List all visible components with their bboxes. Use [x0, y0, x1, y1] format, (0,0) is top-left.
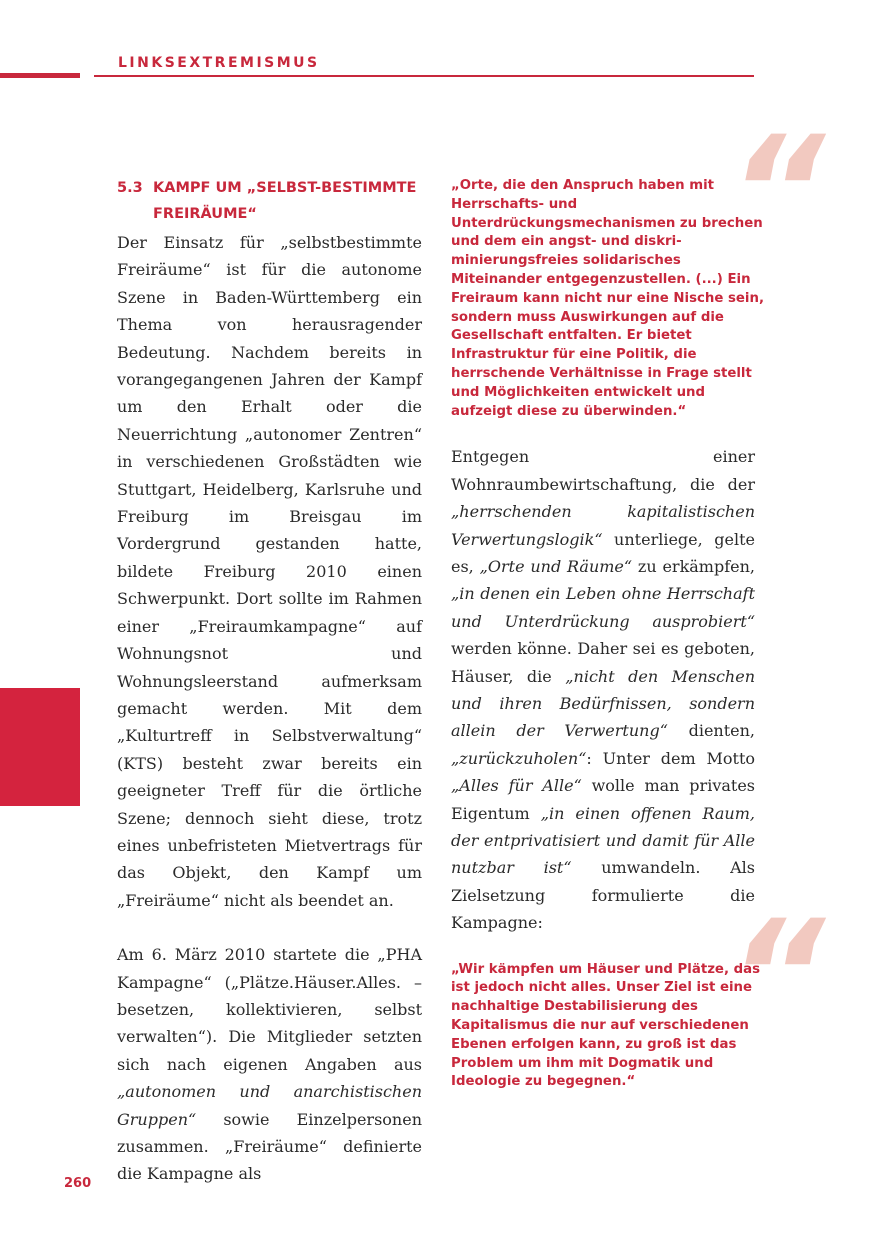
paragraph-1: Der Einsatz für „selbstbestimmte Freiräume“ ist für die autonome Szene in Baden-Württemberg ein Thema von herausragender Bedeutung. Nachdem bereits in vorangegangenen Jahren der Kampf um den Erhalt oder die Neuerrichtung „autonomer Zentren“ in verschiedenen Großstädten wie Stuttgart, Heidelberg, Karlsruhe und Freiburg im Breisgau im Vordergrund gestanden hatte, bildete Freiburg 2010 einen Schwerpunkt. Dort sollte im Rahmen einer „Freiraumkampagne“ auf Wohnungsnot und Wohnungsleerstand aufmerksam gemacht werden. Mit dem „Kulturtreff in Selbstverwaltung“ (KTS) besteht zwar bereits ein geeigneter Treff für die örtliche Szene; dennoch sieht diese, trotz eines unbefristeten Mietvertrags für das Objekt, den Kampf um „Freiräume“ nicht als beendet an. — [117, 233, 422, 910]
text-span: zu erkämpfen, — [632, 556, 755, 576]
italic-quote: „autonomen und anarchistischen Gruppen“ — [117, 1082, 422, 1129]
pull-quote-2-text: „Wir kämpfen um Häuser und Plätze, das ist jedoch nicht alles. Unser Ziel ist eine nachhaltige Destabilisierung des Kapitalismus die nur auf verschiedenen Ebenen erfolgen kann, zu groß ist das Problem um ihm mit Dogmatik und Ideologie zu begegnen.“ — [451, 961, 761, 1090]
italic-quote: „Alles für Alle“ — [451, 776, 582, 796]
paragraph-2 — [117, 941, 422, 1188]
quote-mark-icon: “ — [728, 105, 825, 279]
paragraph-3 — [451, 443, 755, 936]
header-rule-accent — [0, 73, 80, 78]
text-span: werden könne. Daher sei es geboten, Häuser, die — [451, 639, 755, 686]
right-column — [451, 105, 825, 1092]
italic-quote: „Orte und Räume“ — [479, 556, 633, 576]
section-number: 5.3 — [117, 180, 143, 196]
italic-quote: „zurückzuholen“ — [451, 748, 587, 768]
text-span: umwandeln. Als Zielsetzung formulierte die Kampagne: — [451, 858, 755, 933]
section-title: KAMPF UM „SELBST-BESTIMMTE FREIRÄUME“ — [153, 180, 417, 222]
page-number: 260 — [64, 1176, 92, 1191]
left-column — [117, 175, 422, 1188]
header-rule — [94, 75, 754, 77]
text-span: wolle man privates Eigentum — [451, 776, 755, 823]
quote-mark-icon: “ — [728, 888, 825, 1063]
text-span: unterliege, gelte es, — [451, 529, 755, 576]
section-heading — [117, 175, 422, 227]
text-span: : Unter dem Motto — [586, 748, 755, 768]
italic-quote: „nicht den Menschen und ihren Bedürfnissen, sondern allein der Verwertung“ — [451, 666, 756, 741]
pull-quote-1 — [451, 105, 825, 421]
italic-quote: „in denen ein Leben ohne Herrschaft und Unterdrückung ausprobiert“ — [451, 584, 755, 631]
text-span: dienten, — [667, 721, 756, 741]
text-span: sowie Einzelpersonen zusammen. „Freiräume“ definierte die Kampagne als — [117, 1109, 422, 1184]
italic-quote: „in einen offenen Raum, der entprivatisiert und damit für Alle nutzbar ist“ — [451, 803, 755, 878]
text-span: Entgegen einer Wohnraumbewirtschaftung, die der — [451, 447, 755, 494]
pull-quote-1-text: „Orte, die den Anspruch haben mit Herrschafts- und Unterdrückungsmechanismen zu brechen und dem ein angst- und diskri-minierungsfreies solidarisches Miteinander entgegenzustellen. (...) Ein Freiraum kann nicht nur eine Nische sein, sondern muss Auswirkungen auf die Gesellschaft entfalten. Er bietet Infrastruktur für eine Politik, die herrschende Verhältnisse in Frage stellt und Möglichkeiten entwickelt und aufzeigt diese zu überwinden.“ — [451, 178, 764, 419]
italic-quote: „herrschenden kapitalistischen Verwertungslogik“ — [451, 502, 755, 549]
text-span: Am 6. März 2010 startete die „PHA Kampagne“ („Plätze.Häuser.Alles. – besetzen, kollektivieren, selbst verwalten“). Die Mitglieder setzten sich nach eigenen Angaben aus — [117, 945, 422, 1074]
running-header: LINKSEXTREMISMUS — [118, 55, 320, 71]
chapter-tab-marker — [0, 688, 80, 806]
